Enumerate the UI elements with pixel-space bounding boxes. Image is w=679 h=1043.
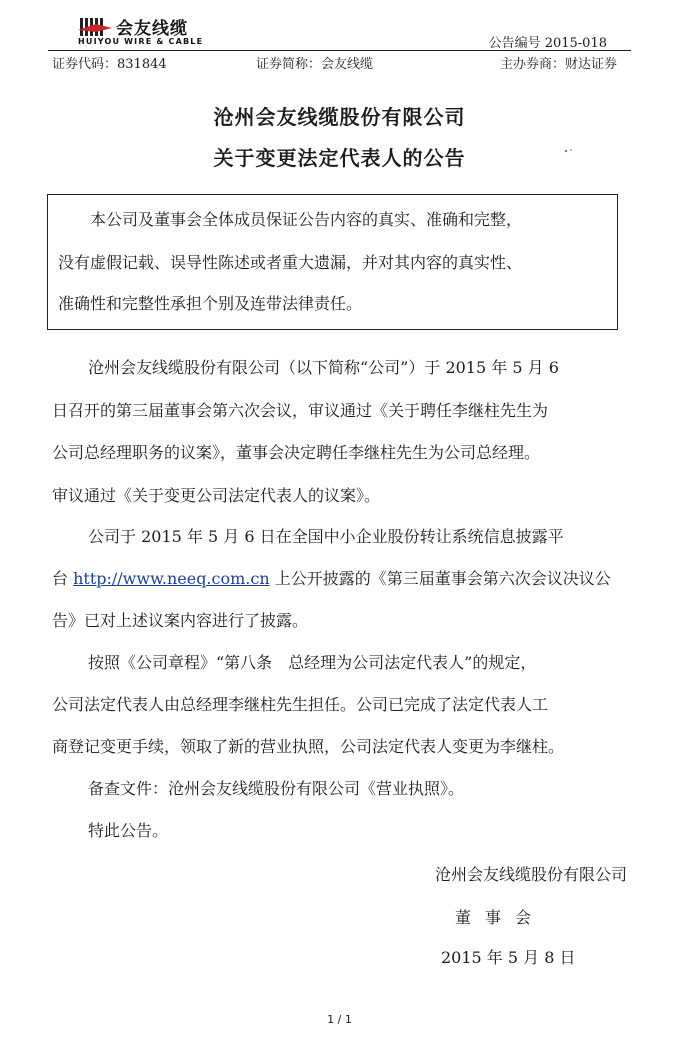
disclaimer-line: 本公司及董事会全体成员保证公告内容的真实、准确和完整，: [90, 210, 523, 229]
disclaimer-box: [47, 194, 618, 330]
paragraph-line: 公司总经理职务的议案》，董事会决定聘任李继柱先生为公司总经理。: [52, 443, 541, 462]
notice-number: 公告编号 2015-018: [488, 36, 607, 51]
paragraph-line: 商登记变更手续，领取了新的营业执照，公司法定代表人变更为李继柱。: [52, 737, 565, 756]
logo-mark-icon: [78, 16, 112, 38]
stock-code: 证券代码：831844: [52, 57, 167, 72]
paragraph-line: 告》已对上述议案内容进行了披露。: [52, 611, 309, 630]
document-title-subject: 关于变更法定代表人的公告: [213, 146, 466, 170]
signature-company: 沧州会友线缆股份有限公司: [434, 865, 627, 884]
paragraph-line: 公司法定代表人由总经理李继柱先生担任。公司已完成了法定代表人工: [52, 695, 549, 714]
paragraph-line: 日召开的第三届董事会第六次会议，审议通过《关于聘任李继柱先生为: [52, 401, 549, 420]
logo-english-name: HUIYOU WIRE & CABLE: [78, 37, 204, 46]
disclaimer-line: 准确性和完整性承担个别及连带法律责任。: [58, 294, 363, 313]
logo-chinese-name: 会友线缆: [116, 19, 188, 39]
paragraph-line: 沧州会友线缆股份有限公司（以下简称“公司”）于 2015 年 5 月 6: [88, 358, 559, 377]
closing-statement: 特此公告。: [88, 821, 169, 840]
header-divider: [48, 50, 631, 51]
paragraph-text: 上公开披露的《第三届董事会第六次会议决议公: [269, 569, 611, 588]
stock-abbreviation: 证券简称：会友线缆: [256, 57, 374, 72]
paragraph-line: 审议通过《关于变更公司法定代表人的议案》。: [52, 486, 381, 505]
signature-board: 董事会: [455, 908, 546, 927]
disclaimer-line: 没有虚假记载、误导性陈述或者重大遗漏，并对其内容的真实性、: [58, 253, 523, 272]
page-number: 1 / 1: [327, 1013, 352, 1026]
paragraph-line: 按照《公司章程》“第八条 总经理为公司法定代表人”的规定，: [88, 653, 537, 672]
paragraph-line: [52, 569, 611, 589]
paragraph-line: 公司于 2015 年 5 月 6 日在全国中小企业股份转让系统信息披露平: [88, 527, 564, 546]
signature-date: 2015 年 5 月 8 日: [441, 948, 576, 967]
reference-documents: 备查文件：沧州会友线缆股份有限公司《营业执照》。: [88, 779, 465, 798]
neeq-website-link[interactable]: http://www.neeq.com.cn: [73, 569, 270, 588]
sponsor-broker: 主办券商：财达证券: [499, 57, 617, 72]
document-title-company: 沧州会友线缆股份有限公司: [213, 105, 466, 129]
company-logo: [78, 12, 238, 48]
scan-mark-icon: [562, 148, 576, 154]
paragraph-text: 台: [52, 569, 74, 588]
